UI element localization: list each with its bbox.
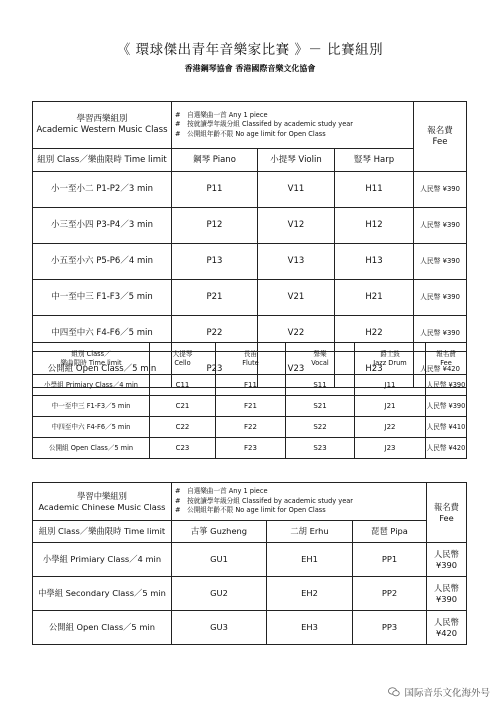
instrument-guzheng: 古箏 Guzheng [172, 521, 267, 543]
western-fee-header: 報名費 Fee [414, 102, 467, 172]
table-row: 公開組 Open Class／5 min GU3 EH3 PP3 人民幣 ¥420 [33, 611, 467, 645]
watermark-text: 国际音乐文化海外号 [404, 688, 490, 699]
table-row: 公開組 Open Class／5 min P23 V23 H23 人民幣 ¥420 [33, 352, 467, 388]
instrument-piano: 鋼琴 Piano [172, 149, 258, 172]
table-row: 小學組 Primiary Class／4 min C11 F11 S11 J11 人民幣 ¥390 [33, 375, 467, 396]
table-row: 中四至中六 F4-F6／5 min P22 V22 H22 人民幣 ¥390 [33, 316, 467, 352]
western-notes: # 自選樂曲一首 Any 1 piece # 按就讀學年級分組 Classifed by academic study year # 公開組年齡不限 No age limit for Open Class [172, 102, 414, 149]
instrument-pipa: 琵琶 Pipa [353, 521, 427, 543]
chinese-table [32, 482, 467, 645]
table-row: 中學組 Secondary Class／5 min GU2 EH2 PP2 人民幣 ¥390 [33, 577, 467, 611]
western-heading: 學習西樂組別 Academic Western Music Class [33, 102, 172, 149]
western-class-header: 組別 Class／樂曲限時 Time limit [33, 149, 172, 172]
instrument-violin: 小提琴 Violin [258, 149, 335, 172]
table-row: 小五至小六 P5-P6／4 min P13 V13 H13 人民幣 ¥390 [33, 244, 467, 280]
table-row: 中一至中三 F1-F3／5 min P21 V21 H21 人民幣 ¥390 [33, 280, 467, 316]
table-row: 公開組 Open Class／5 min C23 F23 S23 J23 人民幣 ¥420 [33, 438, 467, 459]
page-title: 《 環球傑出青年音樂家比賽 》－ 比賽組別 [116, 42, 384, 58]
chinese-notes: # 自選樂曲一首 Any 1 piece # 按就讀學年級分組 Classifed by academic study year # 公開組年齡不限 No age limit for Open Class [172, 483, 427, 521]
chinese-heading: 學習中樂組別 Academic Chinese Music Class [33, 483, 172, 521]
western2-class-header: 組別 Class／ 樂曲限時 Time limit [33, 343, 150, 375]
western2-fee-header: 報名費 Fee [426, 343, 467, 375]
table-row: 小三至小四 P3-P4／3 min P12 V12 H12 人民幣 ¥390 [33, 208, 467, 244]
table-row: 中一至中三 F1-F3／5 min C21 F21 S21 J21 人民幣 ¥390 [33, 396, 467, 417]
instrument-harp: 豎琴 Harp [335, 149, 414, 172]
chinese-fee-header: 報名費 Fee [427, 483, 467, 543]
watermark [388, 685, 490, 699]
instrument-erhu: 二胡 Erhu [267, 521, 353, 543]
western-table-2 [32, 342, 467, 459]
table-row: 小一至小二 P1-P2／3 min P11 V11 H11 人民幣 ¥390 [33, 172, 467, 208]
table-row: 小學組 Primiary Class／4 min GU1 EH1 PP1 人民幣 ¥390 [33, 543, 467, 577]
organizers: 香港鋼琴協會 香港國際音樂文化協會 [184, 64, 316, 73]
instrument-cello: 大提琴 Cello [150, 343, 216, 375]
instrument-vocal: 聲樂 Vocal [286, 343, 355, 375]
wechat-icon [388, 687, 400, 697]
instrument-jazz-drum: 爵士鼓 Jazz Drum [355, 343, 426, 375]
table-row: 中四至中六 F4-F6／5 min C22 F22 S22 J22 人民幣 ¥410 [33, 417, 467, 438]
chinese-class-header: 組別 Class／樂曲限時 Time limit [33, 521, 172, 543]
instrument-flute: 長笛 Flute [216, 343, 286, 375]
